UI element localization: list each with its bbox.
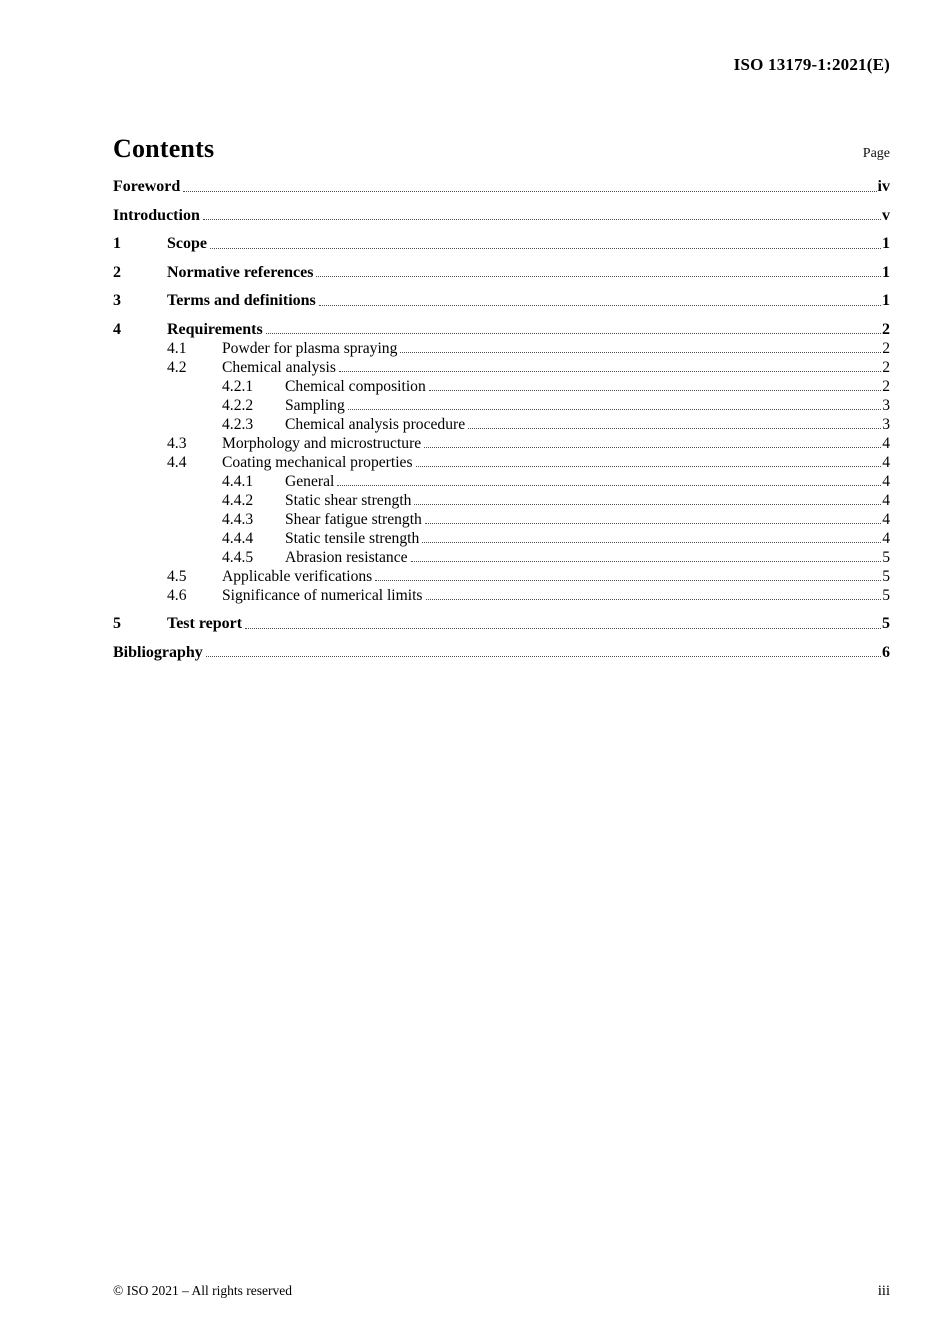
toc-entry-number: 4.2 bbox=[167, 358, 187, 376]
toc-entry-label: Morphology and microstructure bbox=[222, 434, 422, 452]
toc-entry-label: Static shear strength bbox=[285, 491, 412, 509]
toc-row[interactable] bbox=[113, 586, 890, 605]
toc-row[interactable] bbox=[113, 567, 890, 586]
toc-entry-label: Chemical analysis procedure bbox=[285, 415, 466, 433]
toc-leader-dots bbox=[429, 390, 881, 391]
toc-leader-dots bbox=[316, 276, 881, 277]
toc-leader-dots bbox=[414, 504, 881, 505]
toc-entry-label: Test report bbox=[167, 615, 243, 632]
toc-entry-number: 4 bbox=[113, 320, 121, 338]
toc-leader-dots bbox=[348, 409, 881, 410]
toc-leader-dots bbox=[411, 561, 882, 562]
toc-entry-number: 4.4.3 bbox=[222, 510, 254, 528]
toc-entry-number: 4.3 bbox=[167, 434, 187, 452]
toc-entry-page: 1 bbox=[882, 292, 890, 309]
toc-leader-dots bbox=[210, 248, 881, 249]
toc-entry-page: iv bbox=[877, 178, 890, 195]
toc-entry-label: Coating mechanical properties bbox=[222, 453, 413, 471]
toc-entry-page: 2 bbox=[882, 339, 890, 357]
toc-row[interactable] bbox=[113, 453, 890, 472]
toc-entry-label: Applicable verifications bbox=[222, 567, 373, 585]
toc-entry-number: 4.4.5 bbox=[222, 548, 254, 566]
toc-entry-number: 4.1 bbox=[167, 339, 187, 357]
toc-entry-label: Introduction bbox=[113, 206, 200, 224]
toc-row[interactable] bbox=[113, 510, 890, 529]
toc-entry-page: 4 bbox=[882, 491, 890, 509]
toc-entry-number: 4.5 bbox=[167, 567, 187, 585]
page-number: iii bbox=[877, 1283, 890, 1299]
toc-entry-label: Requirements bbox=[167, 320, 263, 338]
toc-leader-dots bbox=[424, 447, 881, 448]
toc-entry-page: 2 bbox=[882, 377, 890, 395]
toc-row[interactable] bbox=[113, 491, 890, 510]
toc-row[interactable] bbox=[113, 614, 890, 633]
toc-entry-label: Abrasion resistance bbox=[285, 548, 408, 566]
toc-row[interactable] bbox=[113, 529, 890, 548]
toc-leader-dots bbox=[245, 628, 881, 629]
toc-entry-page: 4 bbox=[882, 472, 890, 490]
toc-leader-dots bbox=[468, 428, 881, 429]
toc-leader-dots bbox=[400, 352, 881, 353]
toc-entry-page: 1 bbox=[882, 263, 890, 281]
toc-entry-number: 4.4.1 bbox=[222, 472, 254, 490]
toc-row[interactable] bbox=[113, 415, 890, 434]
toc-entry-number: 3 bbox=[113, 292, 121, 309]
toc-list bbox=[113, 177, 890, 662]
toc-entry-page: 5 bbox=[882, 586, 890, 604]
toc-entry-number: 4.2.3 bbox=[222, 415, 254, 433]
toc-entry-label: Normative references bbox=[167, 263, 314, 281]
toc-entry-page: 4 bbox=[882, 529, 890, 547]
copyright-notice: © ISO 2021 – All rights reserved bbox=[113, 1283, 292, 1298]
toc-leader-dots bbox=[426, 599, 882, 600]
toc-row[interactable] bbox=[113, 177, 890, 196]
toc-row[interactable] bbox=[113, 643, 890, 662]
toc-row[interactable] bbox=[113, 206, 890, 225]
toc-entry-page: 4 bbox=[882, 453, 890, 471]
toc-row[interactable] bbox=[113, 263, 890, 282]
toc-row[interactable] bbox=[113, 291, 890, 310]
toc-leader-dots bbox=[339, 371, 881, 372]
toc-entry-label: Static tensile strength bbox=[285, 529, 420, 547]
toc-entry-page: 5 bbox=[882, 548, 890, 566]
toc-row[interactable] bbox=[113, 548, 890, 567]
page-title: Contents bbox=[113, 134, 215, 163]
toc-row[interactable] bbox=[113, 339, 890, 358]
toc-entry-number: 2 bbox=[113, 263, 121, 281]
toc-entry-label: Bibliography bbox=[113, 643, 203, 661]
page-column-label: Page bbox=[862, 146, 890, 161]
toc-entry-page: 1 bbox=[882, 235, 890, 252]
toc-entry-number: 4.2.2 bbox=[222, 396, 254, 414]
page-footer bbox=[113, 1283, 890, 1300]
toc-entry-number: 1 bbox=[113, 235, 121, 252]
toc-row[interactable] bbox=[113, 434, 890, 453]
toc-entry-page: 4 bbox=[882, 434, 890, 452]
toc-row[interactable] bbox=[113, 320, 890, 339]
toc-entry-label: General bbox=[285, 472, 335, 490]
toc-entry-page: 4 bbox=[882, 510, 890, 528]
toc-entry-number: 5 bbox=[113, 615, 121, 632]
toc-entry-page: 3 bbox=[882, 396, 890, 414]
toc-row[interactable] bbox=[113, 358, 890, 377]
toc-leader-dots bbox=[206, 656, 881, 657]
toc-entry-label: Chemical analysis bbox=[222, 358, 336, 376]
toc-entry-page: v bbox=[882, 206, 890, 224]
toc-entry-number: 4.4.4 bbox=[222, 529, 254, 547]
toc-entry-label: Terms and definitions bbox=[167, 292, 316, 309]
toc-entry-label: Scope bbox=[167, 235, 207, 252]
toc-entry-label: Powder for plasma spraying bbox=[222, 339, 398, 357]
toc-row[interactable] bbox=[113, 396, 890, 415]
toc-leader-dots bbox=[416, 466, 882, 467]
toc-leader-dots bbox=[319, 305, 881, 306]
toc-entry-page: 5 bbox=[882, 567, 890, 585]
toc-entry-page: 2 bbox=[882, 358, 890, 376]
toc-entry-number: 4.2.1 bbox=[222, 377, 254, 395]
toc-leader-dots bbox=[425, 523, 881, 524]
toc-leader-dots bbox=[203, 219, 881, 220]
contents-heading-row bbox=[113, 133, 890, 164]
toc-entry-number: 4.4 bbox=[167, 453, 187, 471]
document-reference: ISO 13179-1:2021(E) bbox=[733, 55, 890, 74]
toc-entry-label: Foreword bbox=[113, 178, 181, 195]
toc-leader-dots bbox=[375, 580, 881, 581]
toc-leader-dots bbox=[337, 485, 881, 486]
page-header bbox=[113, 0, 890, 75]
toc-entry-label: Chemical composition bbox=[285, 377, 426, 395]
toc-row[interactable] bbox=[113, 234, 890, 253]
toc-entry-number: 4.6 bbox=[167, 586, 187, 604]
toc-entry-label: Significance of numerical limits bbox=[222, 586, 423, 604]
toc-leader-dots bbox=[266, 333, 881, 334]
toc-row[interactable] bbox=[113, 472, 890, 491]
toc-row[interactable] bbox=[113, 377, 890, 396]
toc-entry-page: 2 bbox=[882, 320, 890, 338]
toc-entry-label: Sampling bbox=[285, 396, 345, 414]
toc-entry-page: 3 bbox=[882, 415, 890, 433]
toc-leader-dots bbox=[183, 191, 876, 192]
toc-entry-page: 5 bbox=[882, 615, 890, 632]
toc-entry-label: Shear fatigue strength bbox=[285, 510, 422, 528]
toc-leader-dots bbox=[422, 542, 881, 543]
toc-entry-number: 4.4.2 bbox=[222, 491, 254, 509]
toc-entry-page: 6 bbox=[882, 643, 890, 661]
